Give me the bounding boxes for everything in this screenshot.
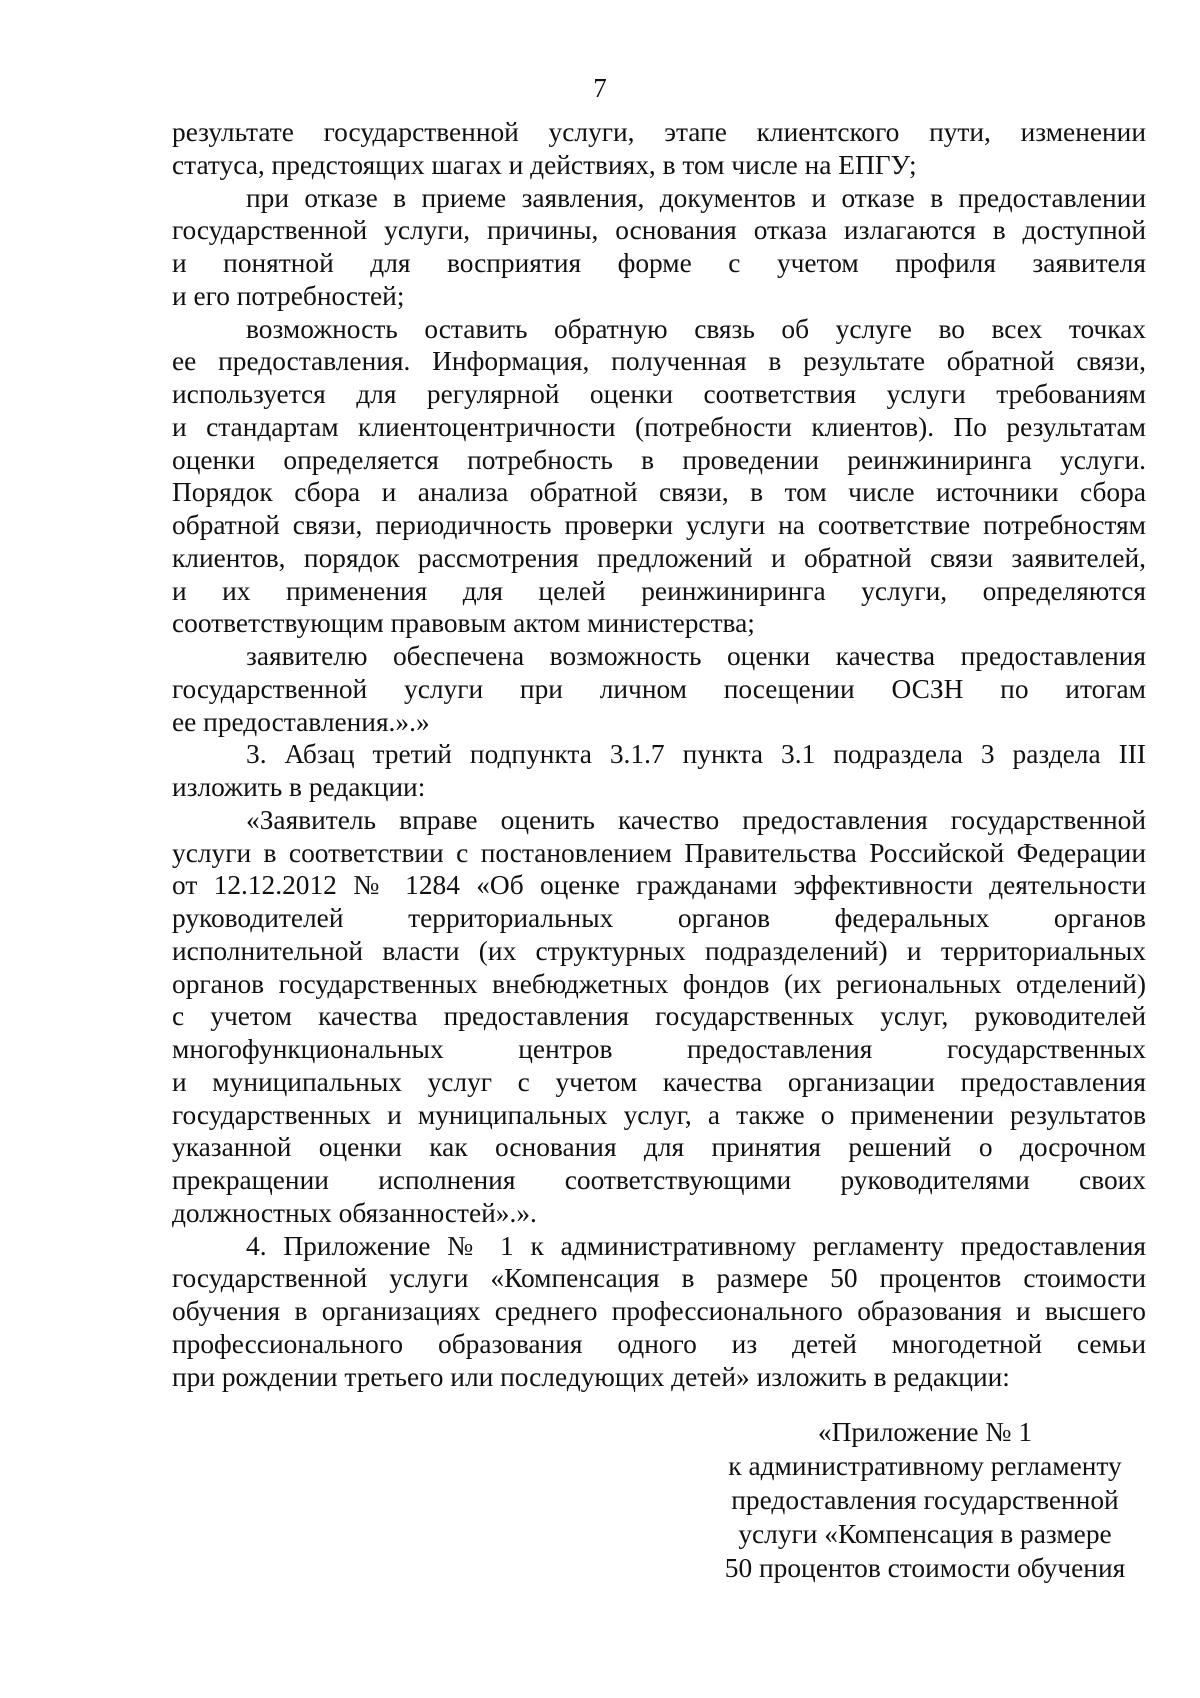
text-line: с учетом качества предоставления государственных услуг, руководителей bbox=[172, 1001, 1146, 1032]
text-line: возможность оставить обратную связь об услуге во всех точках bbox=[246, 313, 1146, 344]
text-line: и его потребностей; bbox=[172, 280, 405, 311]
text-line: и понятной для восприятия форме с учетом профиля заявителя bbox=[172, 248, 1146, 278]
paragraph-quote-applicant bbox=[172, 804, 1146, 1230]
text-line: оценки определяется потребность в проведении реинжиниринга услуги. bbox=[172, 444, 1146, 475]
text-line: и стандартам клиентоцентричности (потребности клиентов). По результатам bbox=[172, 411, 1146, 442]
appendix-line: к административному регламенту bbox=[728, 1451, 1122, 1481]
document-body bbox=[172, 116, 1146, 1393]
page-number: 7 bbox=[593, 73, 607, 103]
paragraph-feedback bbox=[172, 313, 1146, 641]
text-line: изложить в редакции: bbox=[172, 772, 426, 802]
text-line: государственной услуги «Компенсация в размере 50 процентов стоимости bbox=[172, 1263, 1146, 1294]
text-line: государственной услуги при личном посещении ОСЗН по итогам bbox=[172, 673, 1146, 704]
paragraph-quality-assessment bbox=[172, 640, 1146, 738]
paragraph-result-info bbox=[172, 116, 1146, 182]
appendix-line: «Приложение № 1 bbox=[817, 1417, 1033, 1447]
text-line: Порядок сбора и анализа обратной связи, в том числе источники сбора bbox=[172, 477, 1146, 508]
appendix-header bbox=[695, 1415, 1155, 1585]
text-line: руководителей территориальных органов федеральных органов bbox=[172, 903, 1146, 933]
text-line: государственных и муниципальных услуг, а также о применении результатов bbox=[172, 1099, 1146, 1130]
text-line: исполнительной власти (их структурных подразделений) и территориальных bbox=[172, 935, 1146, 966]
text-line: используется для регулярной оценки соответствия услуги требованиям bbox=[172, 379, 1146, 409]
text-line: прекращении исполнения соответствующими руководителями своих bbox=[172, 1165, 1146, 1195]
text-line: клиентов, порядок рассмотрения предложений и обратной связи заявителей, bbox=[172, 542, 1146, 573]
text-line: и муниципальных услуг с учетом качества организации предоставления bbox=[172, 1066, 1146, 1097]
text-line: «Заявитель вправе оценить качество предоставления государственной bbox=[246, 804, 1146, 835]
text-line: государственной услуги, причины, основания отказа излагаются в доступной bbox=[172, 215, 1146, 246]
paragraph-item-4 bbox=[172, 1230, 1146, 1394]
text-line: статуса, предстоящих шагах и действиях, в том числе на ЕПГУ; bbox=[172, 149, 917, 180]
text-line: соответствующим правовым актом министерства; bbox=[172, 608, 755, 639]
text-line: органов государственных внебюджетных фондов (их региональных отделений) bbox=[172, 968, 1146, 999]
text-line: обратной связи, периодичность проверки услуги на соответствие потребностям bbox=[172, 510, 1146, 540]
text-line: 3. Абзац третий подпункта 3.1.7 пункта 3.1 подраздела 3 раздела III bbox=[246, 739, 1146, 770]
text-line: указанной оценки как основания для принятия решений о досрочном bbox=[172, 1132, 1146, 1163]
appendix-line: 50 процентов стоимости обучения bbox=[724, 1553, 1126, 1583]
text-line: при отказе в приеме заявления, документов и отказе в предоставлении bbox=[246, 182, 1146, 213]
text-line: от 12.12.2012 № 1284 «Об оценке гражданами эффективности деятельности bbox=[172, 870, 1146, 901]
text-line: 4. Приложение № 1 к административному регламенту предоставления bbox=[246, 1230, 1146, 1261]
paragraph-refusal bbox=[172, 182, 1146, 313]
text-line: результате государственной услуги, этапе клиентского пути, изменении bbox=[172, 117, 1146, 147]
text-line: при рождении третьего или последующих детей» изложить в редакции: bbox=[172, 1361, 1010, 1392]
text-line: должностных обязанностей».». bbox=[172, 1197, 537, 1228]
text-line: ее предоставления.».» bbox=[172, 706, 430, 737]
text-line: профессионального образования одного из детей многодетной семьи bbox=[172, 1328, 1146, 1359]
appendix-line: предоставления государственной bbox=[731, 1485, 1119, 1515]
text-line: многофункциональных центров предоставления государственных bbox=[172, 1034, 1146, 1064]
text-line: и их применения для целей реинжиниринга услуги, определяются bbox=[172, 575, 1146, 606]
paragraph-item-3 bbox=[172, 738, 1146, 804]
text-line: ее предоставления. Информация, полученная в результате обратной связи, bbox=[172, 346, 1146, 377]
text-line: заявителю обеспечена возможность оценки качества предоставления bbox=[246, 641, 1146, 671]
appendix-line: услуги «Компенсация в размере bbox=[738, 1519, 1112, 1549]
text-line: обучения в организациях среднего профессионального образования и высшего bbox=[172, 1296, 1146, 1326]
text-line: услуги в соответствии с постановлением Правительства Российской Федерации bbox=[172, 837, 1146, 868]
